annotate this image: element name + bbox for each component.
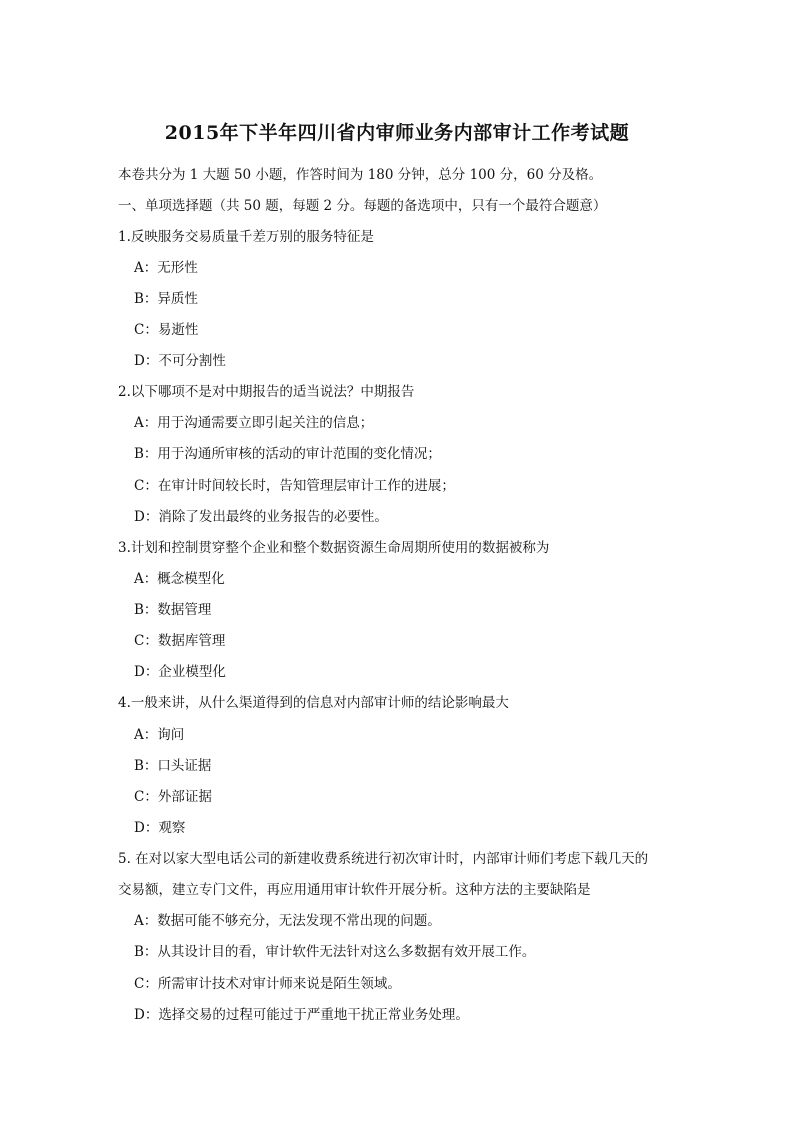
question-5-option-d: D：选择交易的过程可能过于严重地干扰正常业务处理。 <box>134 1007 469 1023</box>
document-title: 2015年下半年四川省内审师业务内部审计工作考试题 <box>164 122 630 144</box>
question-5-option-b: B：从其设计目的看，审计软件无法针对这么多数据有效开展工作。 <box>134 944 536 960</box>
question-1: 1.反映服务交易质量千差万别的服务特征是 <box>118 229 374 245</box>
question-2-option-c: C：在审计时间较长时，告知管理层审计工作的进展； <box>134 478 455 494</box>
question-3-option-c: C：数据库管理 <box>134 633 226 649</box>
exam-intro: 本卷共分为 1 大题 50 小题，作答时间为 180 分钟，总分 100 分，60 分及格。 <box>118 167 603 183</box>
question-2-option-b: B：用于沟通所审核的活动的审计范围的变化情况； <box>134 446 441 462</box>
question-1-option-a: A：无形性 <box>134 260 198 276</box>
question-2-option-a: A：用于沟通需要立即引起关注的信息； <box>134 415 374 431</box>
section-heading: 一、单项选择题（共 50 题，每题 2 分。每题的备选项中，只有一个最符合题意） <box>118 198 607 214</box>
question-1-option-d: D：不可分割性 <box>134 353 226 369</box>
question-3-option-b: B：数据管理 <box>134 602 212 618</box>
question-2-option-d: D：消除了发出最终的业务报告的必要性。 <box>134 509 388 525</box>
question-1-option-b: B：异质性 <box>134 291 198 307</box>
question-4-option-a: A：询问 <box>134 727 185 743</box>
question-4-option-b: B：口头证据 <box>134 758 212 774</box>
question-4-option-d: D：观察 <box>134 820 186 836</box>
question-1-option-c: C：易逝性 <box>134 322 199 338</box>
question-5-option-c: C：所需审计技术对审计师来说是陌生领域。 <box>134 976 401 992</box>
question-4: 4.一般来讲，从什么渠道得到的信息对内部审计师的结论影响最大 <box>118 695 509 711</box>
question-3: 3.计划和控制贯穿整个企业和整个数据资源生命周期所使用的数据被称为 <box>118 540 550 556</box>
question-3-option-a: A：概念模型化 <box>134 571 225 587</box>
question-2: 2.以下哪项不是对中期报告的适当说法？中期报告 <box>118 384 415 400</box>
question-5-option-a: A：数据可能不够充分，无法发现不常出现的问题。 <box>134 913 441 929</box>
question-5: 5. 在对以家大型电话公司的新建收费系统进行初次审计时，内部审计师们考虑下载几天的 <box>118 851 649 867</box>
question-3-option-d: D：企业模型化 <box>134 664 226 680</box>
question-4-option-c: C：外部证据 <box>134 789 212 805</box>
question-5-continued: 交易额，建立专门文件，再应用通用审计软件开展分析。这种方法的主要缺陷是 <box>118 882 591 898</box>
